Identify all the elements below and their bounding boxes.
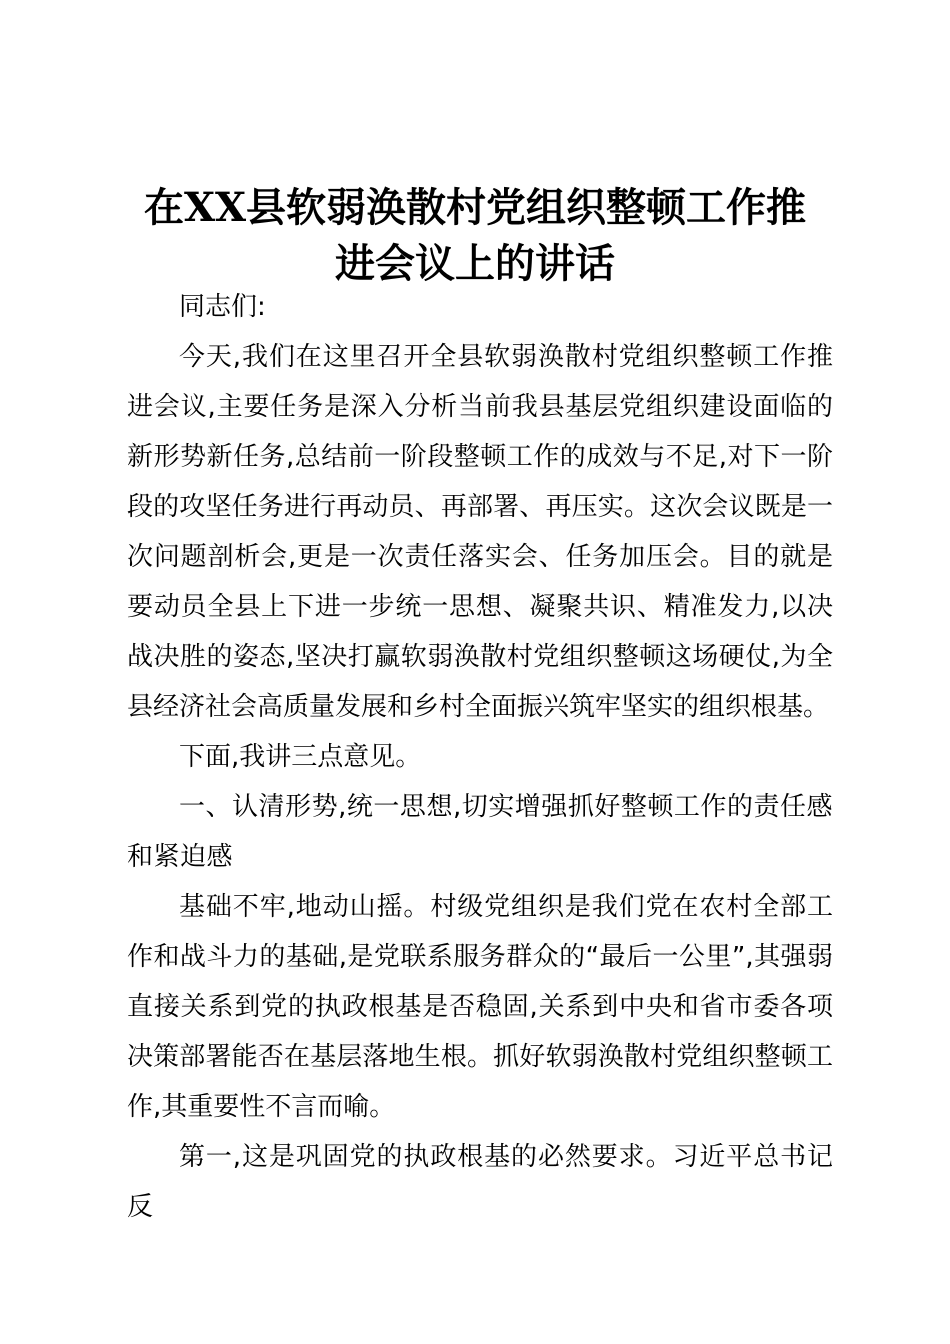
body-paragraph: 第一,这是巩固党的执政根基的必然要求。习近平总书记反 <box>127 1142 833 1222</box>
salutation: 同志们: <box>179 292 266 322</box>
document-body <box>127 282 833 1232</box>
body-paragraph: 下面,我讲三点意见。 <box>179 742 422 772</box>
document-title <box>118 180 832 292</box>
section-heading: 一、认清形势,统一思想,切实增强抓好整顿工作的责任感和紧迫感 <box>127 792 833 872</box>
title-line-1: 在XX县软弱涣散村党组织整顿工作推 <box>143 184 807 231</box>
body-paragraph: 基础不牢,地动山摇。村级党组织是我们党在农村全部工作和战斗力的基础,是党联系服务群众的“最后一公里”,其强弱直接关系到党的执政根基是否稳固,关系到中央和省市委各项决策部署能否在基层落地生根。抓好软弱涣散村党组织整顿工作,其重要性不言而喻。 <box>127 892 833 1122</box>
body-paragraph: 今天,我们在这里召开全县软弱涣散村党组织整顿工作推进会议,主要任务是深入分析当前我县基层党组织建设面临的新形势新任务,总结前一阶段整顿工作的成效与不足,对下一阶段的攻坚任务进行再动员、再部署、再压实。这次会议既是一次问题剖析会,更是一次责任落实会、任务加压会。目的就是要动员全县上下进一步统一思想、凝聚共识、精准发力,以决战决胜的姿态,坚决打赢软弱涣散村党组织整顿这场硬仗,为全县经济社会高质量发展和乡村全面振兴筑牢坚实的组织根基。 <box>127 342 833 722</box>
title-line-2: 进会议上的讲话 <box>335 240 615 287</box>
